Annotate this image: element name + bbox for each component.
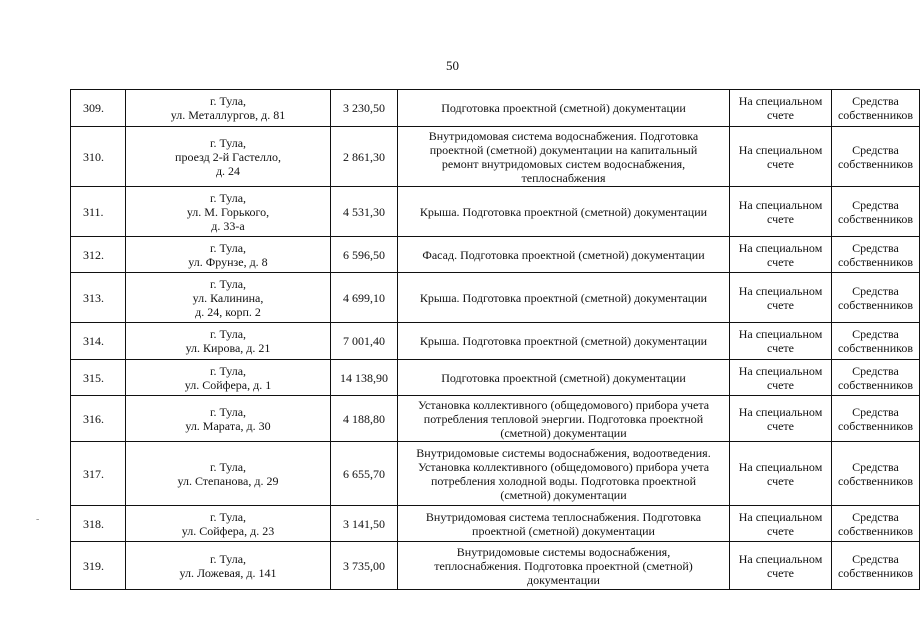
address-cell [126,127,331,187]
account-line: счете [766,341,795,355]
row-number: 311. [71,187,126,237]
row-number: 312. [71,237,126,273]
account-type [730,127,832,187]
work-line: (сметной) документации [500,425,627,440]
funds-line: собственников [837,108,914,122]
area-value: 6 596,50 [331,237,398,273]
account-type [730,396,832,442]
funding-source [832,237,920,273]
row-number: 319. [71,542,126,590]
address-cell [126,187,331,237]
funding-source [832,396,920,442]
funds-line: собственников [837,254,914,269]
row-number: 314. [71,323,126,360]
address-line: ул. Металлургов, д. 81 [170,108,286,122]
address-line: ул. Сойфера, д. 23 [181,523,275,538]
address-line: проезд 2-й Гастелло, [175,149,281,164]
area-value: 6 655,70 [331,442,398,506]
works-table [70,89,920,590]
address-cell [126,396,331,442]
address-line: ул. Степанова, д. 29 [177,473,279,488]
account-line: счете [766,211,795,226]
area-value: 3 141,50 [331,506,398,542]
funding-source [832,542,920,590]
address-line: г. Тула, [209,240,247,255]
address-line: ул. Марата, д. 30 [185,418,271,433]
address-line: г. Тула, [209,94,247,108]
account-type [730,273,832,323]
account-line: счете [766,156,795,171]
address-line: ул. Кирова, д. 21 [185,341,271,355]
funds-line: собственников [837,297,914,312]
table-body [71,90,920,590]
account-type [730,237,832,273]
row-number: 313. [71,273,126,323]
table-row [71,360,920,396]
work-line: теплоснабжения. Подготовка проектной (сметной) [434,558,693,573]
address-line: г. Тула, [209,404,247,419]
funding-source [832,127,920,187]
funds-line: собственников [837,565,914,580]
work-description [398,360,730,396]
account-line: На специальном [738,142,823,157]
area-value: 14 138,90 [331,360,398,396]
funds-line: Средства [852,551,899,566]
area-value: 2 861,30 [331,127,398,187]
address-line: г. Тула, [209,551,247,566]
row-number: 309. [71,90,126,127]
account-type [730,542,832,590]
table-row [71,506,920,542]
address-cell [126,542,331,590]
funds-line: собственников [837,211,914,226]
address-line: г. Тула, [209,509,247,524]
work-line: потребления холодной воды. Подготовка проектной [430,473,697,488]
area-value: 3 735,00 [331,542,398,590]
address-line: д. 24 [215,163,241,178]
funds-line: Средства [852,327,899,341]
table-row [71,187,920,237]
account-type [730,187,832,237]
account-line: На специальном [738,459,823,474]
margin-mark: - [36,514,40,525]
funds-line: собственников [837,473,914,488]
table-row [71,127,920,187]
account-line: На специальном [738,94,823,108]
work-line: Подготовка проектной (сметной) документации [441,101,686,115]
work-line: проектной (сметной) документации [472,523,655,538]
area-value: 4 188,80 [331,396,398,442]
account-line: счете [766,565,795,580]
work-line: Крыша. Подготовка проектной (сметной) документации [419,290,708,305]
area-value: 4 531,30 [331,187,398,237]
account-type [730,323,832,360]
funds-line: Средства [852,240,899,255]
address-line: ул. Фрунзе, д. 8 [188,254,268,269]
address-line: г. Тула, [209,135,247,150]
account-line: На специальном [738,197,823,212]
table-row [71,442,920,506]
row-number: 318. [71,506,126,542]
address-line: д. 33-а [211,218,245,233]
address-cell [126,360,331,396]
address-cell [126,323,331,360]
work-line: Внутридомовая система водоснабжения. Подготовка [428,128,699,143]
funding-source [832,187,920,237]
account-line: счете [766,418,795,433]
address-line: г. Тула, [209,363,247,378]
funds-line: Средства [852,94,899,108]
account-type [730,90,832,127]
table-row [71,396,920,442]
address-line: г. Тула, [209,327,247,341]
address-line: ул. М. Горького, [186,204,270,219]
account-line: счете [766,523,795,538]
work-line: Крыша. Подготовка проектной (сметной) документации [419,334,708,348]
area-value: 3 230,50 [331,90,398,127]
work-line: Установка коллективного (общедомового) прибора учета [417,397,710,412]
address-line: д. 24, корп. 2 [195,304,261,319]
row-number: 315. [71,360,126,396]
work-line: Внутридомовая система теплоснабжения. Подготовка [425,509,702,524]
address-line: г. Тула, [209,190,247,205]
address-line: ул. Калинина, [192,290,264,305]
address-cell [126,237,331,273]
address-line: ул. Ложевая, д. 141 [179,565,277,580]
row-number: 317. [71,442,126,506]
row-number: 310. [71,127,126,187]
account-line: счете [766,377,795,392]
account-type [730,506,832,542]
address-cell [126,90,331,127]
work-description [398,127,730,187]
account-line: На специальном [738,404,823,419]
work-line: ремонт внутридомовых систем водоснабжения, [441,156,686,171]
work-description [398,542,730,590]
work-line: Установка коллективного (общедомового) прибора учета [417,459,710,474]
funding-source [832,323,920,360]
work-description [398,237,730,273]
work-line: Крыша. Подготовка проектной (сметной) документации [419,204,708,219]
work-line: проектной (сметной) документации на капитальный [429,142,698,157]
account-line: На специальном [738,363,823,378]
table-row [71,542,920,590]
area-value: 7 001,40 [331,323,398,360]
work-description [398,90,730,127]
funds-line: Средства [852,459,899,474]
page-number: 50 [446,58,459,73]
account-line: На специальном [738,509,823,524]
funding-source [832,506,920,542]
account-type [730,360,832,396]
account-line: На специальном [738,327,823,341]
work-description [398,442,730,506]
work-line: (сметной) документации [500,487,627,502]
work-line: Подготовка проектной (сметной) документации [441,370,686,385]
work-description [398,273,730,323]
work-description [398,187,730,237]
address-line: г. Тула, [209,459,247,474]
account-line: На специальном [738,551,823,566]
funding-source [832,442,920,506]
address-line: ул. Сойфера, д. 1 [184,377,272,392]
area-value: 4 699,10 [331,273,398,323]
account-line: счете [766,254,795,269]
work-line: документации [527,572,600,587]
account-line: На специальном [738,240,823,255]
work-line: потребления тепловой энергии. Подготовка проектной [423,411,704,426]
funds-line: Средства [852,404,899,419]
funds-line: Средства [852,363,899,378]
account-line: счете [766,108,795,122]
address-cell [126,273,331,323]
account-line: На специальном [738,283,823,298]
address-line: г. Тула, [209,276,247,291]
account-line: счете [766,473,795,488]
work-line: Внутридомовые системы водоснабжения, водоотведения. [416,445,711,460]
funds-line: собственников [837,523,914,538]
work-line: теплоснабжения [521,170,606,185]
funds-line: Средства [852,142,899,157]
address-cell [126,442,331,506]
funds-line: Средства [852,197,899,212]
work-line: Фасад. Подготовка проектной (сметной) документации [422,247,705,262]
funds-line: собственников [837,377,914,392]
table-row [71,90,920,127]
funds-line: Средства [852,509,899,524]
address-cell [126,506,331,542]
table-row [71,323,920,360]
table-row [71,273,920,323]
work-description [398,323,730,360]
account-line: счете [766,297,795,312]
work-line: Внутридомовые системы водоснабжения, [456,544,671,559]
funds-line: Средства [852,283,899,298]
account-type [730,442,832,506]
funding-source [832,273,920,323]
table-row [71,237,920,273]
work-description [398,396,730,442]
funds-line: собственников [837,156,914,171]
row-number: 316. [71,396,126,442]
funds-line: собственников [837,341,914,355]
work-description [398,506,730,542]
funding-source [832,90,920,127]
funds-line: собственников [837,418,914,433]
funding-source [832,360,920,396]
